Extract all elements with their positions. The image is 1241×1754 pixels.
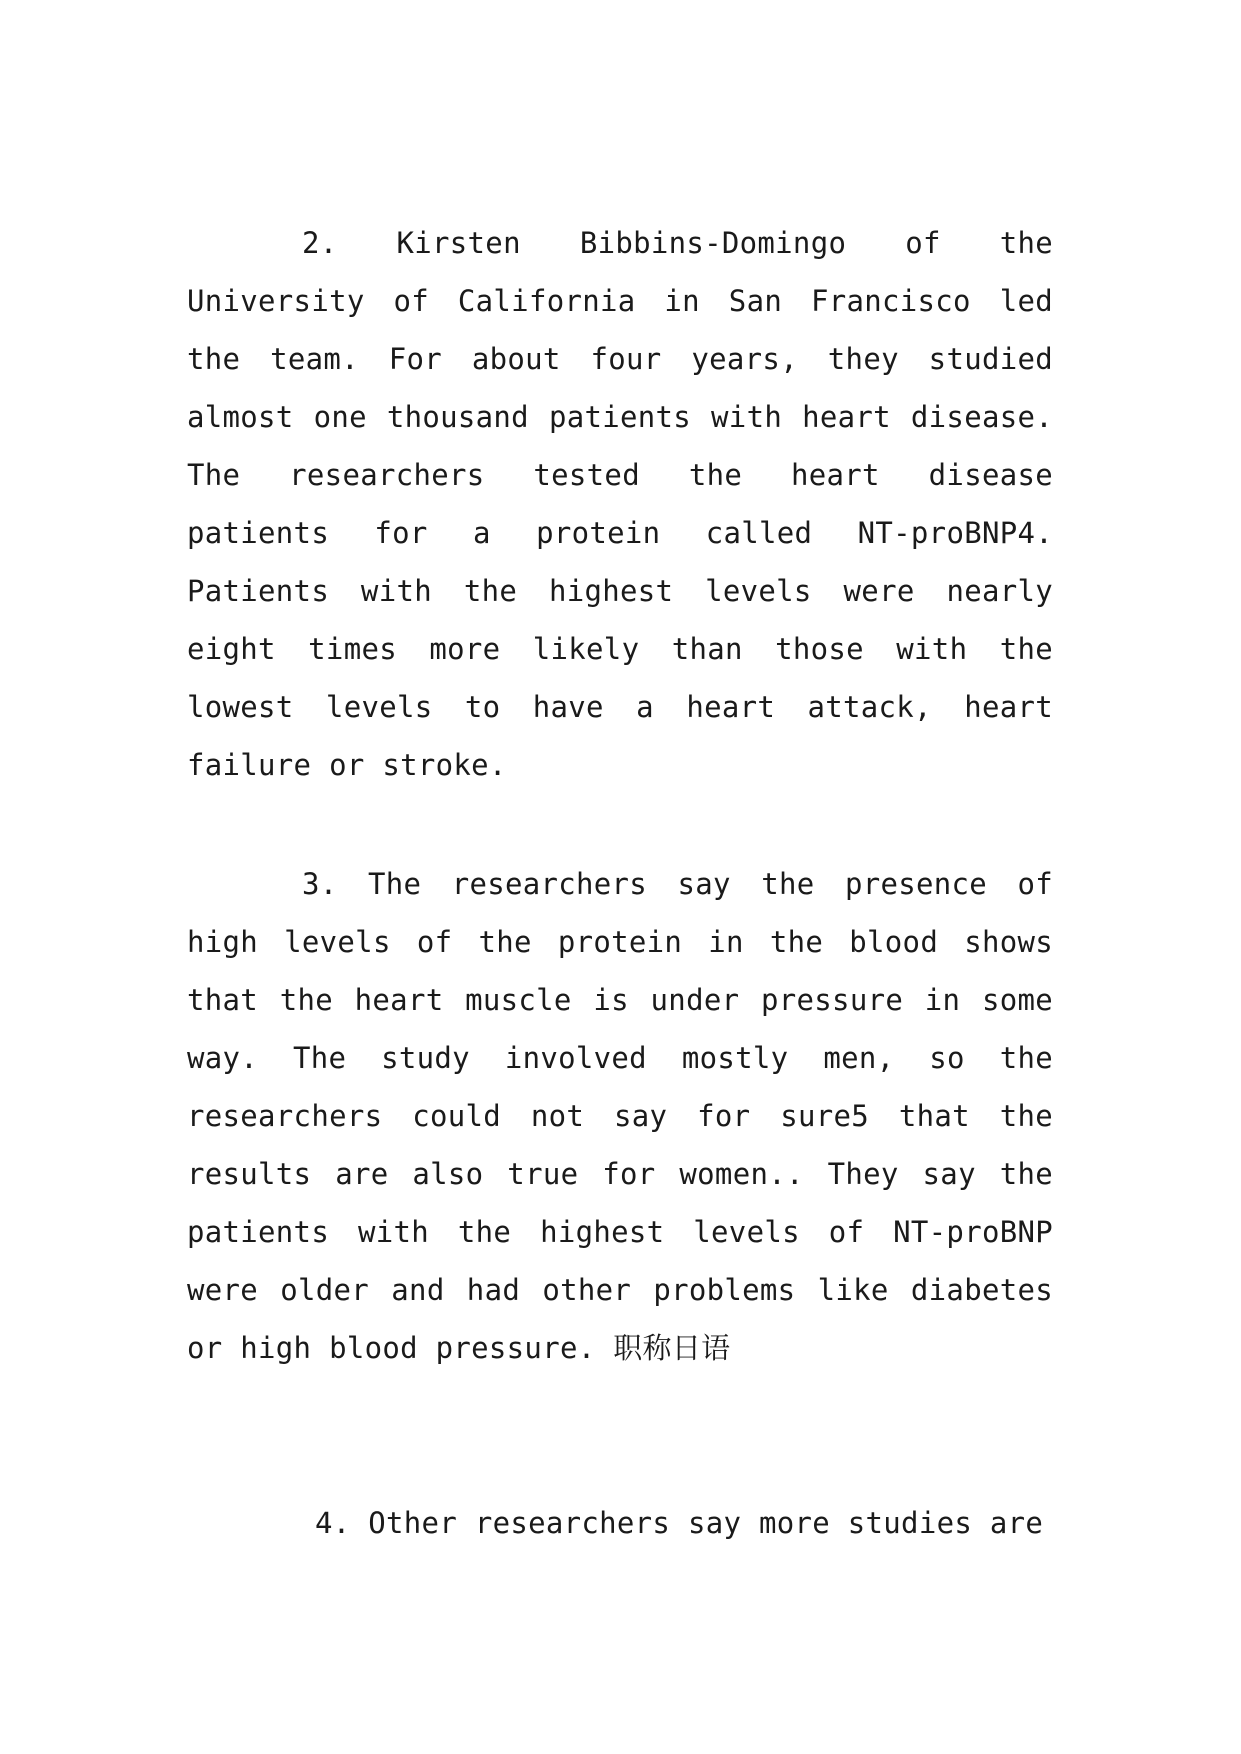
paragraph-3: 3. The researchers say the presence of high levels of the protein in the blood shows that the heart muscle is under pressure in some way. The study involved mostly men, so the researchers could not say for sure5 that the results are also true for women.. They say the patients with the highest levels of NT-proBNP were older and had other problems like diabetes or high blood pressure. 职称日语: [187, 867, 1053, 1365]
paragraph-2: 2. Kirsten Bibbins-Domingo of the University of California in San Francisco led the team. For about four years, they studied almost one thousand patients with heart disease. The researchers tested the heart disease patients for a protein called NT-proBNP4. Patients with the highest levels were nearly eight times more likely than those with the lowest levels to have a heart attack, heart failure or stroke.: [187, 226, 1053, 782]
paragraph-4: 4. Other researchers say more studies are: [315, 1506, 1044, 1540]
